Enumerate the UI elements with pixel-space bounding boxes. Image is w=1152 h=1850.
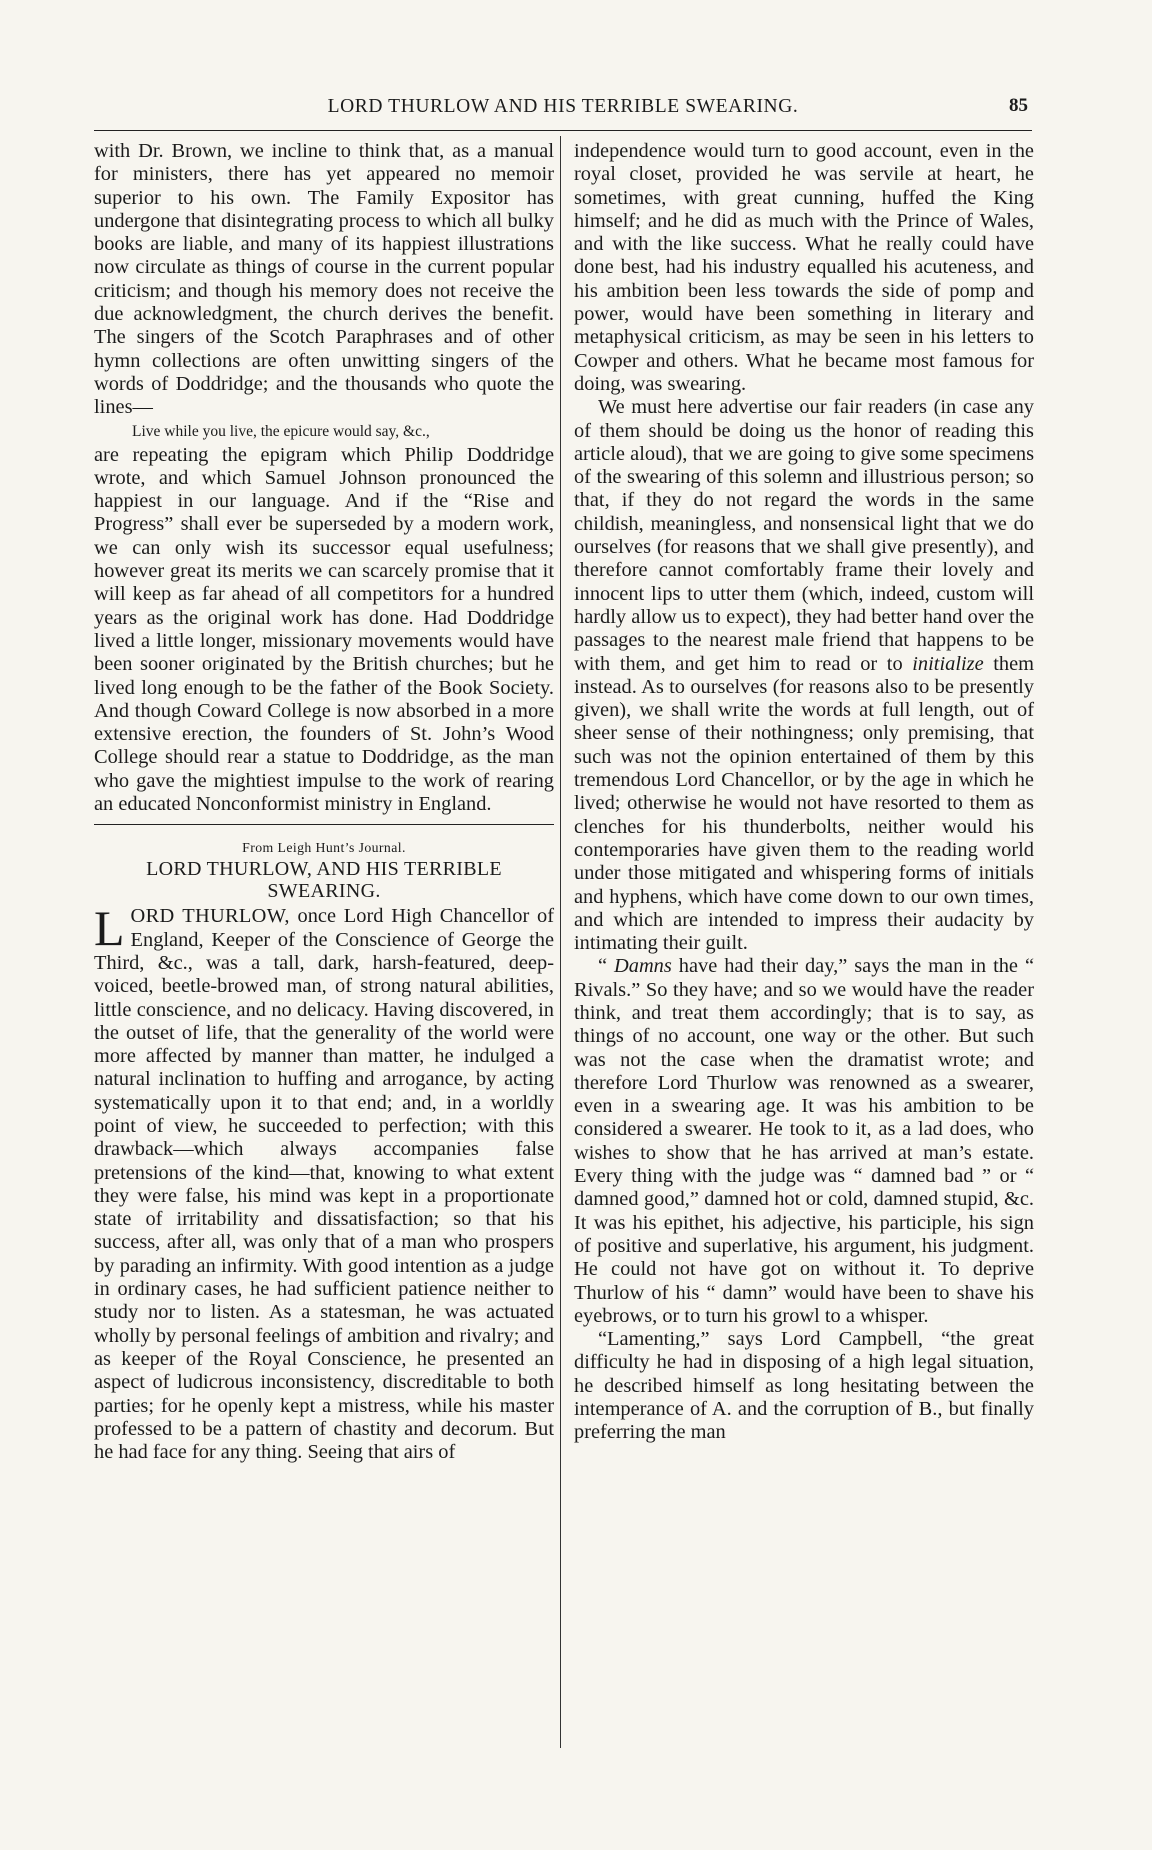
advisory-text-a: We must here advertise our fair readers (in case any of them should be doing us the honor of reading this article aloud), that we are going to give some specimens of the swearing of this solemn and illustrious person; so that, if they do not regard the words in the same childish, meaningless, and nonsensical light that we do ourselves (for reasons that we shall give presently), and therefore cannot comfortably frame their lovely and innocent lips to utter them (which, indeed, custom will hardly allow us to expect), they had better hand over the passages to the nearest male friend that happens to be with them, and get him to read or to	[574, 396, 1034, 675]
doddridge-paragraph-1: with Dr. Brown, we incline to think that, as a manual for ministers, there has yet appeared no memoir superior to his own. The Family Expositor has undergone that disintegrating process to which all bulky books are liable, and many of its happiest illustrations now circulate as things of course in the current popular criticism; and though his memory does not receive the due acknowledgment, the church derives the benefit. The singers of the Scotch Paraphrases and of other hymn collections are often unwitting singers of the words of Doddridge; and the thousands who quote the lines—	[94, 140, 554, 419]
column-divider	[560, 136, 561, 1748]
damns-paragraph	[574, 955, 1034, 1328]
doddridge-paragraph-2: are repeating the epigram which Philip Doddridge wrote, and which Samuel Johnson pronounced the happiest in our language. And if the “Rise and Progress” shall ever be superseded by a modern work, we can only wish its successor equal usefulness; however great its merits we can scarcely promise that it will keep as far ahead of all competitors for a hundred years as the original work has done. Had Doddridge lived a little longer, missionary movements would have been sooner originated by the British churches; but he lived long enough to be the father of the Book Society. And though Coward College is now absorbed in a more extensive erection, the founders of St. John’s Wood College should rear a statue to Doddridge, as the man who gave the mightiest impulse to the work of rearing an educated Nonconformist ministry in England.	[94, 443, 554, 816]
right-column	[574, 140, 1034, 1445]
page-header	[94, 92, 1032, 126]
damns-open-quote: “	[598, 955, 615, 978]
damns-italic-word: Damns	[614, 955, 672, 978]
page-number: 85	[1009, 95, 1028, 116]
thurlow-paragraph-1	[94, 900, 554, 1464]
left-column	[94, 140, 554, 1464]
section-divider	[94, 824, 554, 825]
advisory-italic-word: initialize	[912, 652, 984, 675]
lead-in-caps: ORD THURLOW,	[130, 905, 290, 928]
campbell-quote-paragraph: “Lamenting,” says Lord Campbell, “the great difficulty he had in disposing of a high legal situation, he described himself as long hesitating between the intemperance of A. and the corruption of B., but finally preferring the man	[574, 1328, 1034, 1444]
damns-paragraph-text: have had their day,” says the man in the “ Rivals.” So they have; and so we would have the reader think, and treat them accordingly; that is to say, as things of no account, one way or the other. But such was not the case when the dramatist wrote; and therefore Lord Thurlow was renowned as a swearer, even in a swearing age. It was his ambition to be considered a swearer. He took to it, as a lad does, who wishes to show that he has arrived at man’s estate. Every thing with the judge was “ damned bad ” or “ damned good,” damned hot or cold, damned stupid, &c. It was his epithet, his adjective, his participle, his sign of positive and superlative, his argument, his judgment. He could not have got on without it. To deprive Thurlow of his “ damn” would have been to shave his eyebrows, or to turn his growl to a whisper.	[574, 955, 1034, 1327]
header-rule	[94, 130, 1032, 131]
article-title: LORD THURLOW, AND HIS TERRIBLE SWEARING.	[146, 858, 502, 902]
article-source: From Leigh Hunt’s Journal.	[242, 840, 406, 856]
thurlow-paragraph-1-text: once Lord High Chancellor of England, Keeper of the Conscience of George the Third, &c., was a tall, dark, harsh-featured, deep-voiced, beetle-browed man, of strong natural abilities, little conscience, and no delicacy. Having discovered, in the outset of life, that the generality of the world were more affected by manner than matter, he indulged a natural inclination to huffing and arrogance, by acting systematically upon it to that end; and, in a worldly point of view, he succeeded to perfection; with this drawback—which always accompanies false pretensions of the kind—that, knowing to what extent they were false, his mind was kept in a proportionate state of irritability and dissatisfaction; so that his success, after all, was only that of a man who prospers by parading an infirmity. With good intention as a judge in ordinary cases, he had sufficient patience neither to study nor to listen. As a statesman, he was actuated wholly by personal feelings of ambition and rivalry; and as keeper of the Royal Conscience, he presented an aspect of ludicrous inconsistency, discreditable to both parties; for he openly kept a mistress, while his master professed to be a pattern of chastity and decorum. But he had face for any thing. Seeing that airs of	[94, 905, 554, 1464]
thurlow-paragraph-1-continued: independence would turn to good account, even in the royal closet, provided he was servile at heart, he sometimes, with great cunning, huffed the King himself; and he did as much with the Prince of Wales, and with the like success. What he really could have done best, had his industry equalled his acuteness, and his ambition been less towards the side of pomp and power, would have been something in literary and metaphysical criticism, as may be seen in his letters to Cowper and others. What he became most famous for doing, was swearing.	[574, 140, 1034, 395]
epigraph-line: Live while you live, the epicure would say, &c.,	[132, 422, 430, 440]
readers-advisory-paragraph	[574, 396, 1034, 955]
running-title: LORD THURLOW AND HIS TERRIBLE SWEARING.	[327, 96, 799, 117]
advisory-text-b: them instead. As to ourselves (for reasons also to be presently given), we shall write the words at full length, out of sheer sense of their nothingness; only premising, that such was not the opinion entertained of them by this tremendous Lord Chancellor, or by the age in which he lived; otherwise he would not have resorted to them as clenches for his thunderbolts, neither would his contemporaries have given them to the reading world under those mitigated and whispering forms of initials and hyphens, which have come down to our own times, and which are intended to impress their audacity by intimating their guilt.	[574, 652, 1034, 955]
drop-cap: L	[94, 900, 125, 957]
